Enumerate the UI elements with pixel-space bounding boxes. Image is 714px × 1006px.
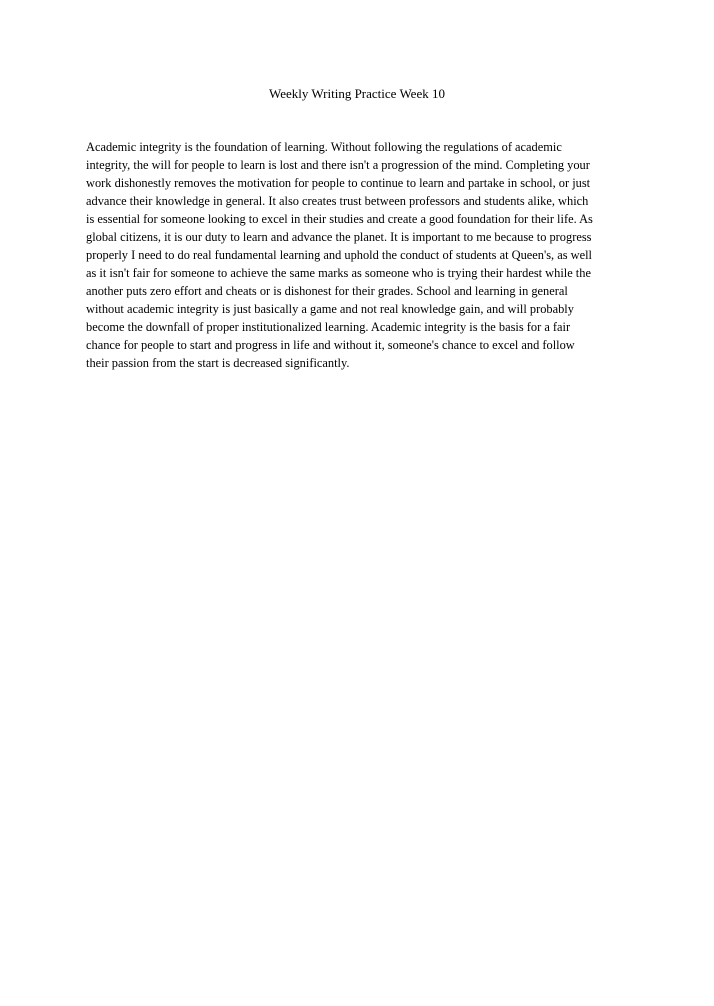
paragraph-line: another puts zero effort and cheats or is dishonest for their grades. School and learning in general	[86, 284, 568, 298]
paragraph-line: is essential for someone looking to excel in their studies and create a good foundation for their life. As	[86, 212, 593, 226]
paragraph-line: global citizens, it is our duty to learn and advance the planet. It is important to me because to progress	[86, 230, 592, 244]
paragraph-line: integrity, the will for people to learn is lost and there isn't a progression of the mind. Completing your	[86, 158, 590, 172]
paragraph-line: as it isn't fair for someone to achieve the same marks as someone who is trying their hardest while the	[86, 266, 591, 280]
document-title: Weekly Writing Practice Week 10	[269, 86, 445, 101]
paragraph-line: work dishonestly removes the motivation for people to continue to learn and partake in school, or just	[86, 176, 591, 190]
paragraph-line: their passion from the start is decreased significantly.	[86, 356, 350, 370]
paragraph-line: advance their knowledge in general. It also creates trust between professors and students alike, which	[86, 194, 589, 208]
paragraph-line: Academic integrity is the foundation of learning. Without following the regulations of academic	[86, 140, 562, 154]
paragraph-line: become the downfall of proper institutionalized learning. Academic integrity is the basis for a fair	[86, 320, 571, 334]
paragraph-line: properly I need to do real fundamental learning and uphold the conduct of students at Queen's, as well	[86, 248, 592, 262]
body-paragraph	[86, 138, 631, 372]
paragraph-line: without academic integrity is just basically a game and not real knowledge gain, and will probably	[86, 302, 574, 316]
paragraph-line: chance for people to start and progress in life and without it, someone's chance to excel and follow	[86, 338, 575, 352]
